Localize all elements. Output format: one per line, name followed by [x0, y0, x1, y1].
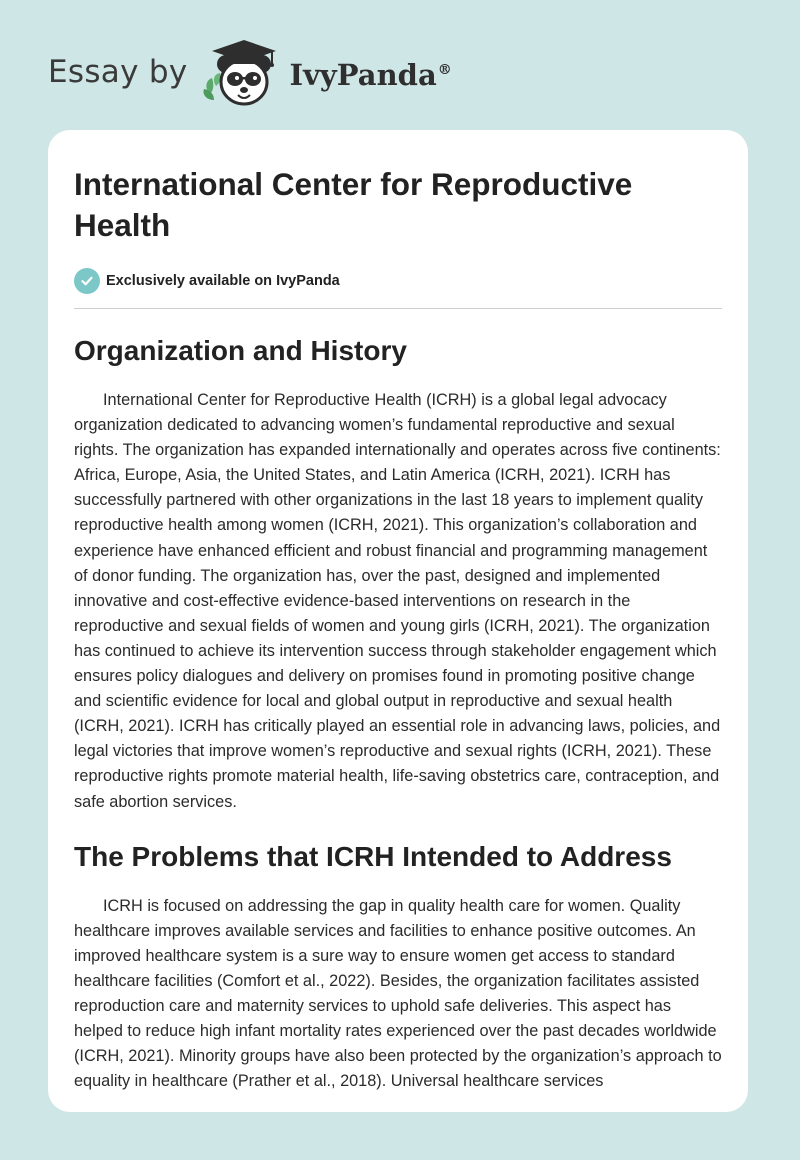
section-paragraph: ICRH is focused on addressing the gap in quality health care for women. Quality healthcare improves available services and facilities to enhance positive outcomes. An improved healthcare system is a sure way to ensure women get access to standard healthcare facilities (Comfort et al., 2022). Besides, the organization facilitates assisted reproduction care and maternity services to uphold safe deliveries. This aspect has helped to reduce high infant mortality rates experienced over the past decades worldwide (ICRH, 2021). Minority groups have also been protected by the organization’s approach to equality in healthcare (Prather et al., 2018). Universal healthcare services	[74, 896, 722, 1091]
brand-prefix: Essay by	[48, 54, 188, 90]
check-icon	[74, 268, 100, 294]
exclusive-badge	[74, 268, 722, 294]
essay-title: International Center for Reproductive Health	[74, 166, 633, 243]
section-paragraph: International Center for Reproductive Health (ICRH) is a global legal advocacy organization dedicated to advancing women’s fundamental reproductive and sexual rights. The organization has expanded internationally and operates across five continents: Africa, Europe, Asia, the United States, and Latin America (ICRH, 2021). ICRH has successfully partnered with other organizations in the last 18 years to implement quality reproductive health among women (ICRH, 2021). This organization’s collaboration and experience have enhanced efficient and robust financial and programming management of donor funding. The organization has, over the past, designed and implemented innovative and cost-effective evidence-based interventions on research in the reproductive and sexual fields of women and young girls (ICRH, 2021). The organization has continued to achieve its intervention success through stakeholder engagement which ensures policy dialogues and delivery on promises found in promoting positive change and scientific evidence for local and global output in reproductive and sexual health (ICRH, 2021). ICRH has critically played an essential role in advancing laws, policies, and legal victories that improve women’s reproductive and sexual rights (ICRH, 2021). These reproductive rights promote material health, life-saving obstetrics care, contraception, and safe abortion services.	[74, 391, 721, 811]
badge-text: Exclusively available on IvyPanda	[106, 273, 340, 289]
divider	[74, 308, 722, 309]
brand-name: IvyPanda®	[289, 58, 452, 92]
essay-card	[48, 130, 748, 1112]
panda-logo-icon	[200, 34, 286, 110]
section-heading: The Problems that ICRH Intended to Address	[74, 840, 672, 872]
section-heading: Organization and History	[74, 335, 407, 366]
brand-header	[48, 32, 452, 112]
